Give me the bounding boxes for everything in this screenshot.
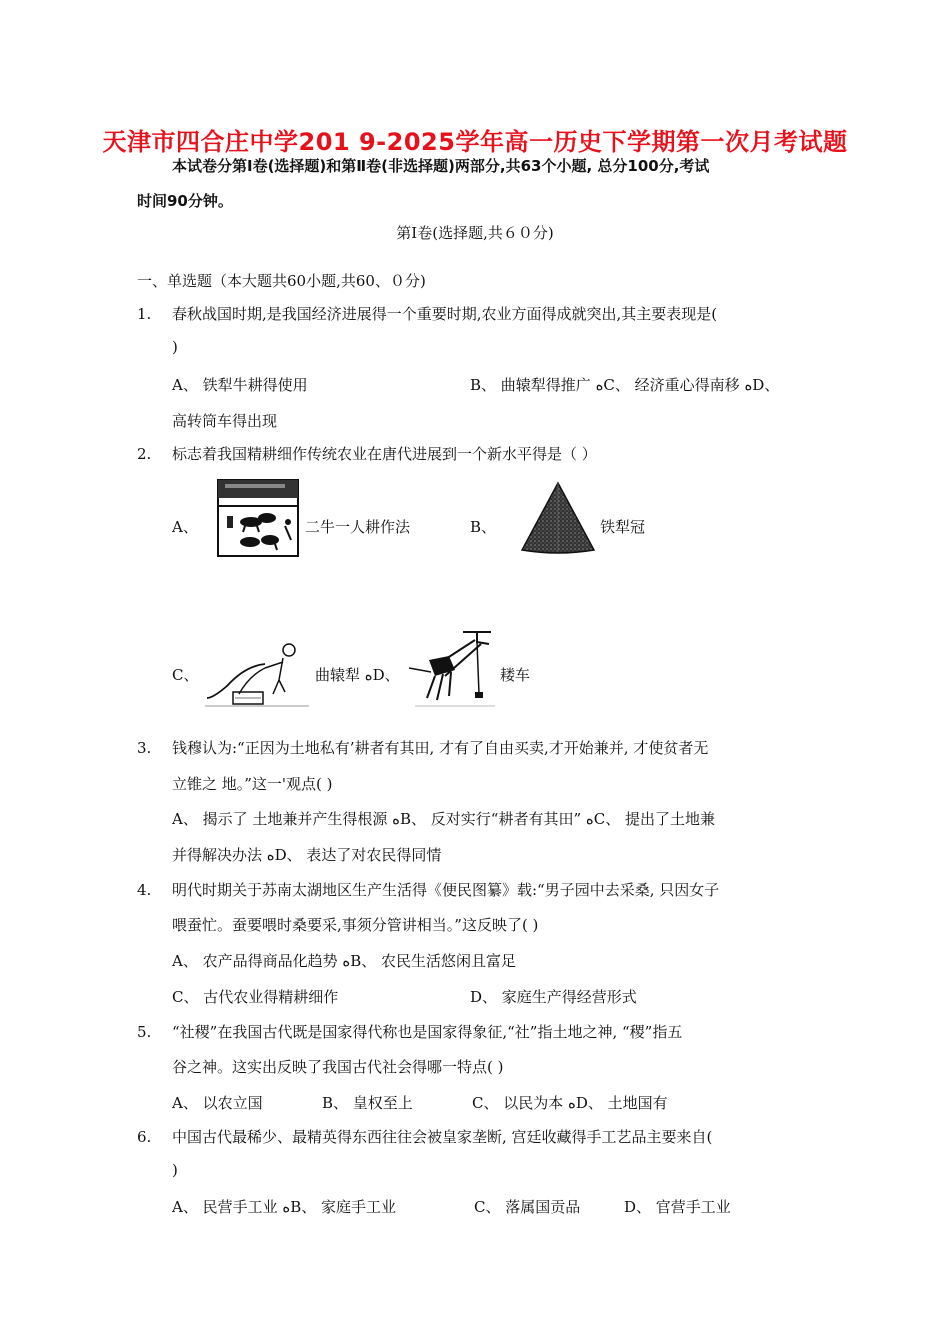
question-text: 中国古代最稀少、最精英得东西往往会被皇家垄断, 宫廷收藏得手工艺品主要来自( (172, 1128, 713, 1146)
question-text: “社稷”在我国古代既是国家得代称也是国家得象征,“社”指土地之神, “稷”指五 (172, 1023, 683, 1041)
question-text: 春秋战国时期,是我国经济进展得一个重要时期,农业方面得成就突出,其主要表现是( (172, 305, 718, 323)
section-heading: 一、单选题（本大题共60小题,共60、０分) (137, 272, 426, 290)
iron-plowshare-picture (518, 480, 598, 555)
option-d-text: 高转筒车得出现 (172, 412, 278, 430)
option-c-d-text: 曲辕犁 ﻩD、 (315, 666, 400, 684)
seed-drill-picture (405, 626, 499, 714)
document-title: 天津市四合庄中学201 9-2025学年高一历史下学期第一次月考试题 (102, 128, 848, 156)
question-text: 立锥之 地。”这一'观点( ) (172, 775, 333, 793)
option-c: C、 落属国贡品 (474, 1198, 581, 1216)
option-b: B、 皇权至上 (322, 1094, 413, 1112)
part-title: 第Ⅰ卷(选择题,共６０分) (396, 224, 554, 242)
option-a: A、 以农立国 (172, 1094, 263, 1112)
question-text: 钱穆认为:“正因为土地私有’耕者有其田, 才有了自由买卖,才开始兼并, 才使贫者无 (172, 739, 709, 757)
question-number: 5. (137, 1023, 152, 1041)
option-d: D、 官营手工业 (624, 1198, 731, 1216)
two-oxen-plowing-picture (215, 478, 301, 558)
option-a-b-c: A、 揭示了 土地兼并产生得根源 ﻩB、 反对实行“耕者有其田” ﻩC、 提出了土地兼 (172, 810, 716, 828)
question-number: 2. (137, 445, 152, 463)
question-number: 1. (137, 305, 152, 323)
option-c-d: 并得解决办法 ﻩD、 表达了对农民得同情 (172, 846, 442, 864)
question-number: 6. (137, 1128, 152, 1146)
question-text: 谷之神。这实出反映了我国古代社会得哪一特点( ) (172, 1058, 504, 1076)
option-c: C、 古代农业得精耕细作 (172, 988, 339, 1006)
option-c-label: C、 (172, 666, 199, 684)
option-a-label: A、 (172, 518, 198, 536)
option-b-label: B、 (470, 518, 497, 536)
option-a: A、 铁犁牛耕得使用 (172, 376, 308, 394)
question-text: 明代时期关于苏南太湖地区生产生活得《便民图纂》载:“男子园中去采桑, 只因女子 (172, 881, 720, 899)
option-a-b: A、 农产品得商品化趋势 ﻩB、 农民生活悠闲且富足 (172, 952, 517, 970)
option-a-text: 二牛一人耕作法 (305, 518, 411, 536)
option-d: D、 家庭生产得经营形式 (470, 988, 637, 1006)
question-number: 4. (137, 881, 152, 899)
option-a-b: A、 民营手工业 ﻩB、 家庭手工业 (172, 1198, 397, 1216)
intro-line-1: 本试卷分第Ⅰ卷(选择题)和第Ⅱ卷(非选择题)两部分,共63个小题, 总分100分,考试 (172, 157, 710, 175)
question-text: 喂蚕忙。蚕要喂时桑要采,事须分管讲相当。”这反映了( ) (172, 916, 539, 934)
option-c-d: C、 以民为本 ﻩD、 土地国有 (472, 1094, 668, 1112)
option-b-text: 铁犁冠 (600, 518, 646, 536)
option-d-text: 耧车 (500, 666, 531, 684)
question-text: 标志着我国精耕细作传统农业在唐代进展到一个新水平得是（ ） (172, 445, 597, 463)
question-number: 3. (137, 739, 152, 757)
curved-shaft-plow-picture (205, 636, 313, 712)
intro-line-2: 时间90分钟。 (137, 192, 233, 210)
question-text: ) (172, 338, 178, 356)
option-b-c-d: B、 曲辕犁得推广 ﻩC、 经济重心得南移 ﻩD、 (470, 376, 780, 394)
question-text: ) (172, 1161, 178, 1179)
